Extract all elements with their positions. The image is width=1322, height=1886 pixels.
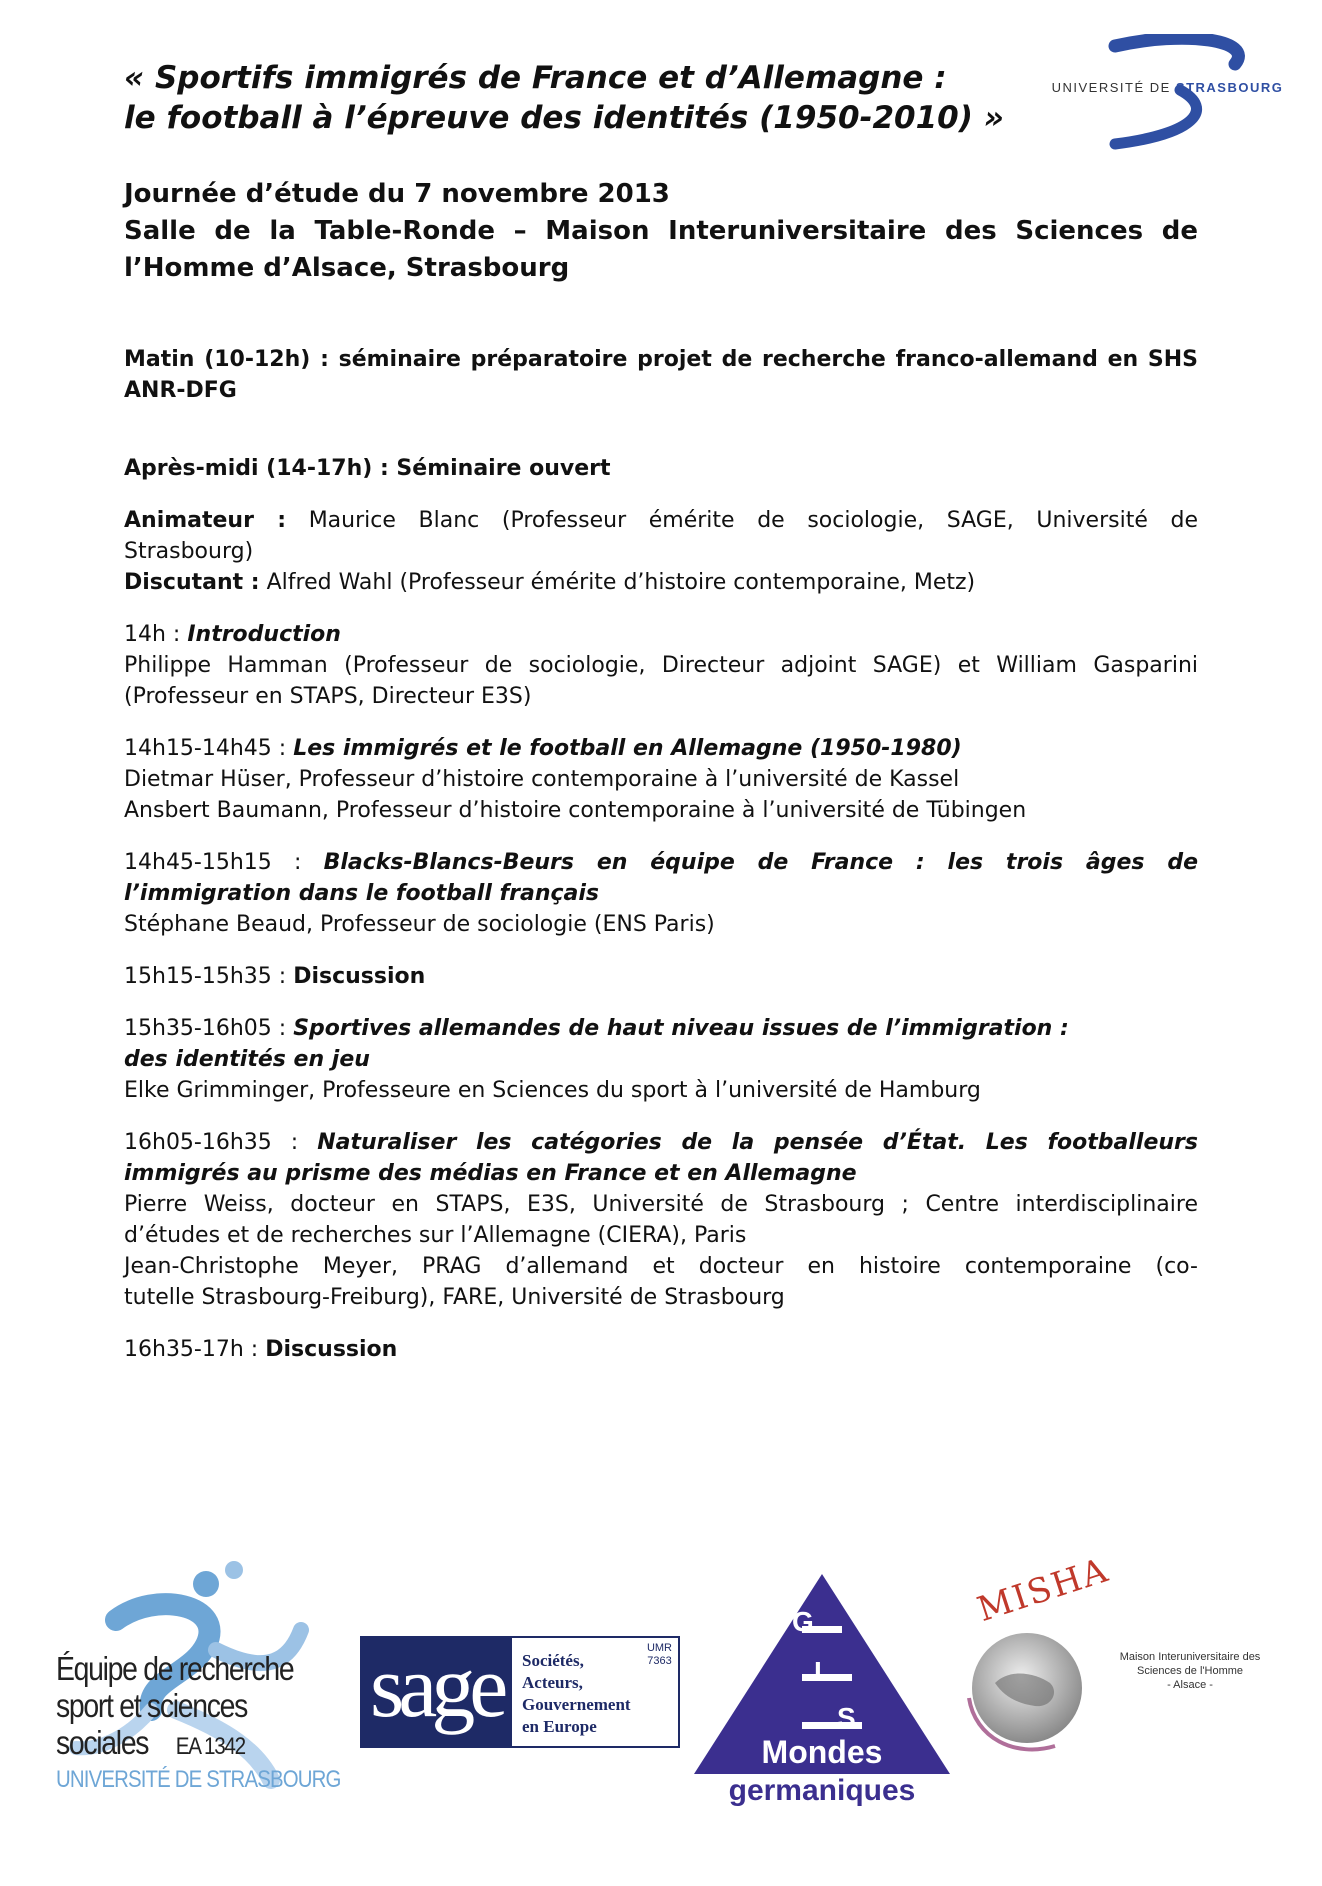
animateur-text: Maurice Blanc (Professeur émérite de sociologie, SAGE, Université de [286, 508, 1198, 533]
gis-letter-s: S [837, 1702, 856, 1733]
document-body [124, 58, 1198, 1365]
program-item [124, 847, 1198, 940]
program-line: Elke Grimminger, Professeure en Sciences du sport à l’université de Hamburg [124, 1078, 981, 1103]
program-item [124, 1127, 1198, 1313]
gis-line-2: germaniques [728, 1774, 916, 1807]
sage-line-4: en Europe [522, 1717, 597, 1736]
uds-text: UNIVERSITÉ DE [1051, 80, 1176, 95]
roles [124, 505, 1198, 598]
program-title: Introduction [187, 622, 341, 647]
title-line-1: « Sportifs immigrés de France et d’Allemagne : [124, 60, 947, 96]
program-item [124, 1013, 1198, 1106]
misha-wordmark: MISHA [972, 1550, 1115, 1630]
program-line: Stéphane Beaud, Professeur de sociologie (ENS Paris) [124, 912, 715, 937]
title-line-2: le football à l’épreuve des identités (1950-2010) » [124, 100, 1004, 136]
program-time: 15h15-15h35 : [124, 964, 294, 989]
gis-mondes-germaniques-logo [692, 1574, 952, 1820]
erss-logo [56, 1560, 341, 1800]
sage-line-3: Gouvernement [522, 1695, 631, 1714]
morning-label: Matin (10-12h) : séminaire préparatoire projet de recherche franco-allemand en SHS [124, 347, 1198, 372]
program-line: Ansbert Baumann, Professeur d’histoire contemporaine à l’université de Tübingen [124, 798, 1027, 823]
program-title: Discussion [293, 964, 426, 989]
sage-line-2: Acteurs, [522, 1673, 583, 1692]
animateur-text-2: Strasbourg) [124, 539, 254, 564]
program-title: Sportives allemandes de haut niveau issues de l’immigration : [293, 1016, 1069, 1041]
program-time: 14h45-15h15 : [124, 850, 324, 875]
program-title: Discussion [265, 1337, 398, 1362]
event-venue-line-1: Salle de la Table-Ronde – Maison Interuniversitaire des Sciences de [124, 216, 1198, 246]
erss-code: EA 1342 [175, 1733, 245, 1760]
misha-line-3: - Alsace - [1167, 1679, 1213, 1691]
page-title [124, 58, 1084, 138]
animateur-label: Animateur : [124, 508, 287, 533]
morning-session [124, 344, 1198, 406]
gis-line-1: Mondes [761, 1734, 883, 1770]
uds-text-strasbourg: STRASBOURG [1175, 80, 1284, 95]
program-line: Dietmar Hüser, Professeur d’histoire contemporaine à l’université de Kassel [124, 767, 960, 792]
erss-line-2: sport et sciences [56, 1687, 248, 1724]
gis-letter-g: G [792, 1606, 814, 1637]
morning-label-2: ANR-DFG [124, 378, 237, 403]
sage-logo [360, 1636, 680, 1748]
program-time: 14h : [124, 622, 188, 647]
program-line: d’études et de recherches sur l’Allemagne (CIERA), Paris [124, 1223, 747, 1248]
program-time: 15h35-16h05 : [124, 1016, 294, 1041]
sage-umr-number: 7363 [647, 1655, 672, 1667]
program-title: Naturaliser les catégories de la pensée d’État. Les footballeurs [317, 1130, 1199, 1155]
program-line: Jean-Christophe Meyer, PRAG d’allemand et docteur en histoire contemporaine (co- [124, 1254, 1198, 1279]
erss-line-1: Équipe de recherche [56, 1650, 294, 1687]
discutant-text: Alfred Wahl (Professeur émérite d’histoire contemporaine, Metz) [259, 570, 976, 595]
sage-umr: UMR [646, 1642, 672, 1654]
erss-university: UNIVERSITÉ DE STRASBOURG [56, 1766, 341, 1793]
program-item [124, 619, 1198, 712]
sage-wordmark: sage [370, 1639, 503, 1736]
program-line: Philippe Hamman (Professeur de sociologie, Directeur adjoint SAGE) et William Gasparini [124, 653, 1198, 678]
discutant-label: Discutant : [124, 570, 260, 595]
event-date: Journée d’étude du 7 novembre 2013 [124, 179, 670, 209]
program-line: Pierre Weiss, docteur en STAPS, E3S, Université de Strasbourg ; Centre interdisciplinaire [124, 1192, 1198, 1217]
program-line: (Professeur en STAPS, Directeur E3S) [124, 684, 532, 709]
program-title: Blacks-Blancs-Beurs en équipe de France : les trois âges de [323, 850, 1198, 875]
program-title-2: l’immigration dans le football français [124, 881, 599, 906]
program-line: tutelle Strasbourg-Freiburg), FARE, Université de Strasbourg [124, 1285, 785, 1310]
program-time: 14h15-14h45 : [124, 736, 294, 761]
gis-letter-i: I [814, 1656, 822, 1687]
misha-logo [955, 1550, 1275, 1758]
program-title: Les immigrés et le football en Allemagne (1950-1980) [293, 736, 962, 761]
sage-line-1: Sociétés, [522, 1651, 584, 1670]
program-title-2: des identités en jeu [124, 1047, 370, 1072]
program-item [124, 1334, 1198, 1365]
afternoon-session: Après-midi (14-17h) : Séminaire ouvert [124, 456, 611, 481]
misha-line-2: Sciences de l'Homme [1136, 1665, 1244, 1677]
program-item [124, 733, 1198, 826]
program-title-2: immigrés au prisme des médias en France et en Allemagne [124, 1161, 857, 1186]
program-item [124, 961, 1198, 992]
program-time: 16h35-17h : [124, 1337, 266, 1362]
event-info [124, 176, 1198, 287]
misha-line-1: Maison Interuniversitaire des [1119, 1651, 1261, 1663]
event-venue-line-2: l’Homme d’Alsace, Strasbourg [124, 253, 570, 283]
program-time: 16h05-16h35 : [124, 1130, 318, 1155]
erss-line-3: sociales [56, 1724, 149, 1761]
